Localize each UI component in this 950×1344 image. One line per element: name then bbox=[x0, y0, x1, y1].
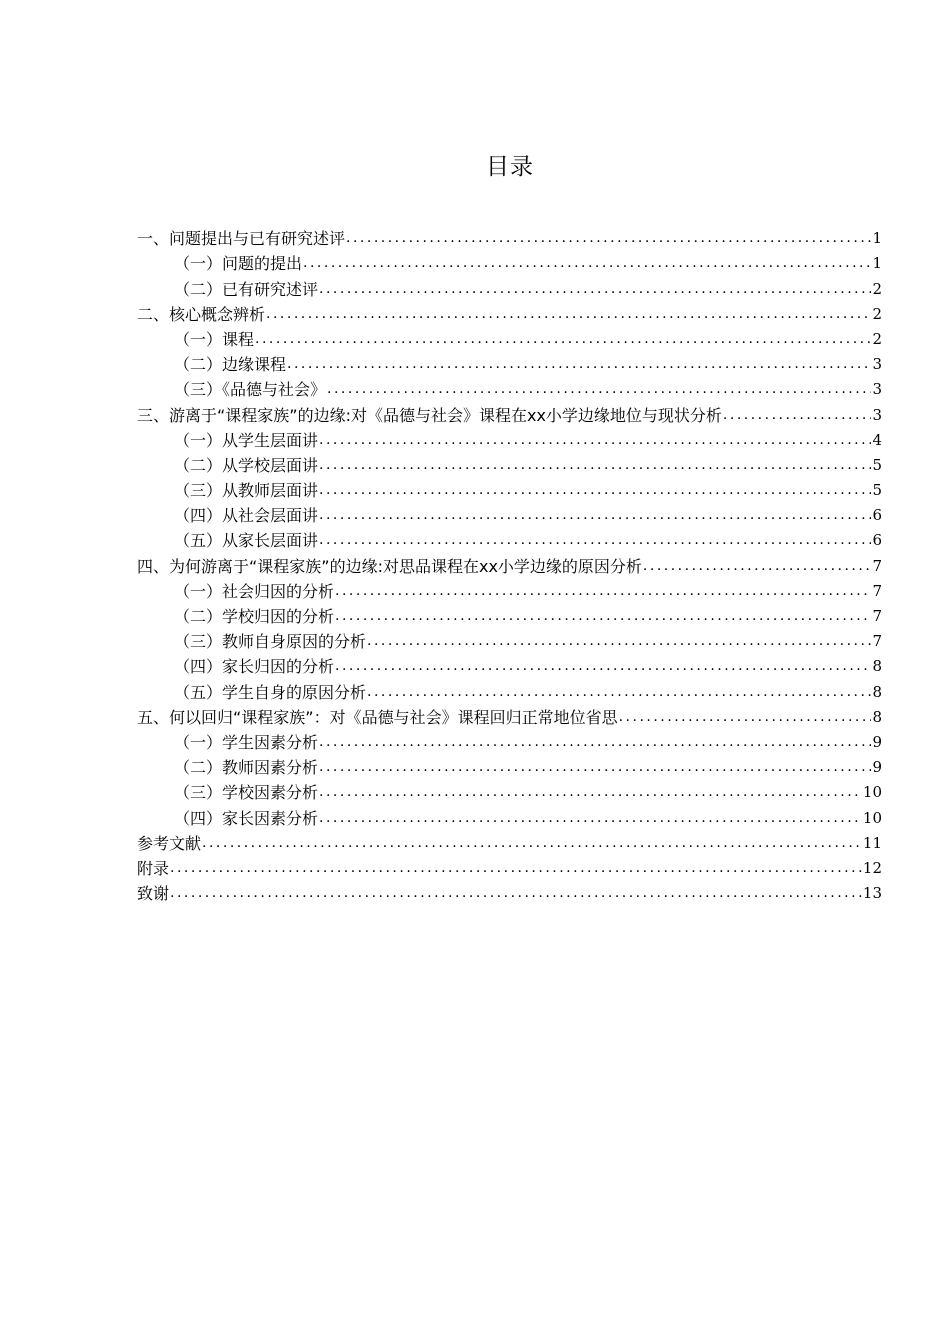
toc-entry[interactable] bbox=[137, 476, 882, 501]
toc-entry-title: 四、为何游离于“课程家族”的边缘:对思品课程在xx小学边缘的原因分析 bbox=[137, 556, 642, 576]
toc-entry-page-number: 11 bbox=[862, 833, 882, 852]
toc-entry[interactable] bbox=[137, 803, 882, 828]
toc-entry[interactable] bbox=[137, 274, 882, 299]
toc-entry-page-number: 7 bbox=[872, 632, 882, 651]
toc-entry-page-number: 8 bbox=[872, 707, 882, 726]
toc-entry[interactable] bbox=[137, 627, 882, 652]
toc-entry[interactable] bbox=[137, 879, 882, 904]
dot-leader bbox=[319, 505, 871, 526]
dot-leader bbox=[327, 379, 871, 400]
dot-leader bbox=[287, 354, 871, 375]
toc-entry-title: （一）社会归因的分析 bbox=[174, 581, 335, 601]
toc-entry-title: （二）从学校层面讲 bbox=[174, 455, 319, 475]
toc-entry-title: （二）已有研究述评 bbox=[174, 279, 319, 299]
toc-entry[interactable] bbox=[137, 350, 882, 375]
toc-entry[interactable] bbox=[137, 249, 882, 274]
dot-leader bbox=[319, 757, 871, 778]
dot-leader bbox=[335, 656, 871, 677]
toc-entry-page-number: 5 bbox=[872, 455, 882, 474]
dot-leader bbox=[319, 480, 871, 501]
toc-entry[interactable] bbox=[137, 703, 882, 728]
toc-entry[interactable] bbox=[137, 501, 882, 526]
toc-entry-page-number: 8 bbox=[872, 657, 882, 676]
toc-entry[interactable] bbox=[137, 728, 882, 753]
toc-entry-title: （二）学校归因的分析 bbox=[174, 607, 335, 626]
toc-entry[interactable] bbox=[137, 602, 882, 627]
toc-entry-page-number: 6 bbox=[872, 506, 882, 525]
toc-entry-title: 参考文献 bbox=[137, 833, 202, 853]
toc-entry[interactable] bbox=[137, 300, 882, 325]
dot-leader bbox=[170, 883, 862, 904]
dot-leader bbox=[346, 228, 871, 249]
toc-entry-page-number: 2 bbox=[872, 279, 882, 298]
toc-entry[interactable] bbox=[137, 829, 882, 854]
toc-entry-page-number: 7 bbox=[872, 607, 882, 625]
toc-entry-title: 致谢 bbox=[137, 884, 170, 904]
dot-leader bbox=[319, 430, 871, 451]
toc-entry[interactable] bbox=[137, 400, 882, 425]
toc-entry-title: 一、问题提出与已有研究述评 bbox=[137, 229, 346, 249]
toc-entry-title: （一）学生因素分析 bbox=[174, 732, 319, 752]
table-of-contents bbox=[137, 224, 882, 904]
toc-entry-title: （一）问题的提出 bbox=[174, 254, 303, 274]
toc-entry-page-number: 1 bbox=[872, 229, 882, 248]
dot-leader bbox=[319, 279, 871, 300]
toc-entry-page-number: 5 bbox=[872, 481, 882, 500]
toc-entry-title: （三）《品德与社会》 bbox=[174, 380, 327, 400]
toc-entry[interactable] bbox=[137, 375, 882, 400]
toc-entry-title: （四）家长因素分析 bbox=[174, 808, 319, 828]
toc-entry[interactable] bbox=[137, 577, 882, 602]
toc-entry-page-number: 10 bbox=[862, 783, 882, 802]
toc-entry-title: 三、游离于“课程家族”的边缘:对《品德与社会》课程在xx小学边缘地位与现状分析 bbox=[137, 405, 722, 425]
toc-entry-title: （五）学生自身的原因分析 bbox=[174, 682, 367, 702]
toc-entry-page-number: 3 bbox=[872, 405, 882, 424]
toc-entry[interactable] bbox=[137, 677, 882, 702]
toc-entry-page-number: 10 bbox=[862, 808, 882, 827]
toc-entry[interactable] bbox=[137, 451, 882, 476]
toc-entry[interactable] bbox=[137, 551, 882, 576]
toc-entry[interactable] bbox=[137, 224, 882, 249]
toc-entry-page-number: 12 bbox=[862, 858, 882, 877]
toc-entry[interactable] bbox=[137, 426, 882, 451]
dot-leader bbox=[367, 682, 871, 703]
toc-entry[interactable] bbox=[137, 778, 882, 803]
dot-leader bbox=[335, 581, 871, 602]
toc-entry-title: （四）从社会层面讲 bbox=[174, 506, 319, 526]
toc-entry-page-number: 8 bbox=[872, 682, 882, 701]
toc-entry-page-number: 6 bbox=[872, 531, 882, 550]
toc-entry[interactable] bbox=[137, 325, 882, 350]
toc-entry-title: （三）从教师层面讲 bbox=[174, 481, 319, 501]
dot-leader bbox=[619, 707, 872, 728]
toc-entry-title: （二）边缘课程 bbox=[174, 355, 287, 375]
toc-entry-page-number: 3 bbox=[872, 380, 882, 399]
dot-leader bbox=[202, 833, 862, 854]
toc-entry-title: （四）家长归因的分析 bbox=[174, 657, 335, 677]
dot-leader bbox=[255, 329, 871, 350]
dot-leader bbox=[367, 631, 871, 652]
toc-entry-page-number: 4 bbox=[872, 430, 882, 449]
dot-leader bbox=[170, 858, 862, 879]
toc-entry[interactable] bbox=[137, 753, 882, 778]
toc-entry-page-number: 2 bbox=[872, 304, 882, 323]
toc-entry-title: 附录 bbox=[137, 858, 170, 878]
toc-entry-title: （二）教师因素分析 bbox=[174, 758, 319, 778]
toc-entry-title: （三）学校因素分析 bbox=[174, 783, 319, 803]
toc-entry-title: （一）从学生层面讲 bbox=[174, 430, 319, 450]
toc-entry-title: 五、何以回归“课程家族”：对《品德与社会》课程回归正常地位省思 bbox=[137, 707, 618, 727]
toc-entry[interactable] bbox=[137, 526, 882, 551]
toc-entry-page-number: 1 bbox=[872, 254, 882, 273]
dot-leader bbox=[319, 782, 862, 803]
toc-entry-title: （三）教师自身原因的分析 bbox=[174, 632, 367, 652]
toc-entry-page-number: 2 bbox=[872, 329, 882, 348]
dot-leader bbox=[319, 530, 871, 551]
dot-leader bbox=[643, 556, 872, 577]
dot-leader bbox=[303, 253, 871, 274]
toc-entry-title: （一）课程 bbox=[174, 329, 255, 349]
toc-entry-page-number: 3 bbox=[872, 355, 882, 374]
toc-entry-page-number: 9 bbox=[872, 732, 882, 751]
dot-leader bbox=[723, 405, 872, 426]
page-title: 目录 bbox=[486, 154, 534, 180]
toc-entry-page-number: 7 bbox=[872, 581, 882, 600]
toc-entry[interactable] bbox=[137, 854, 882, 879]
toc-entry-title: （五）从家长层面讲 bbox=[174, 531, 319, 551]
dot-leader bbox=[319, 732, 871, 753]
toc-entry[interactable] bbox=[137, 652, 882, 677]
dot-leader bbox=[266, 304, 871, 325]
toc-entry-title: 二、核心概念辨析 bbox=[137, 304, 266, 324]
dot-leader bbox=[319, 808, 862, 829]
toc-entry-page-number: 7 bbox=[872, 556, 882, 575]
toc-entry-page-number: 9 bbox=[872, 758, 882, 777]
toc-entry-page-number: 13 bbox=[862, 884, 882, 903]
dot-leader bbox=[335, 606, 871, 627]
dot-leader bbox=[319, 455, 871, 476]
